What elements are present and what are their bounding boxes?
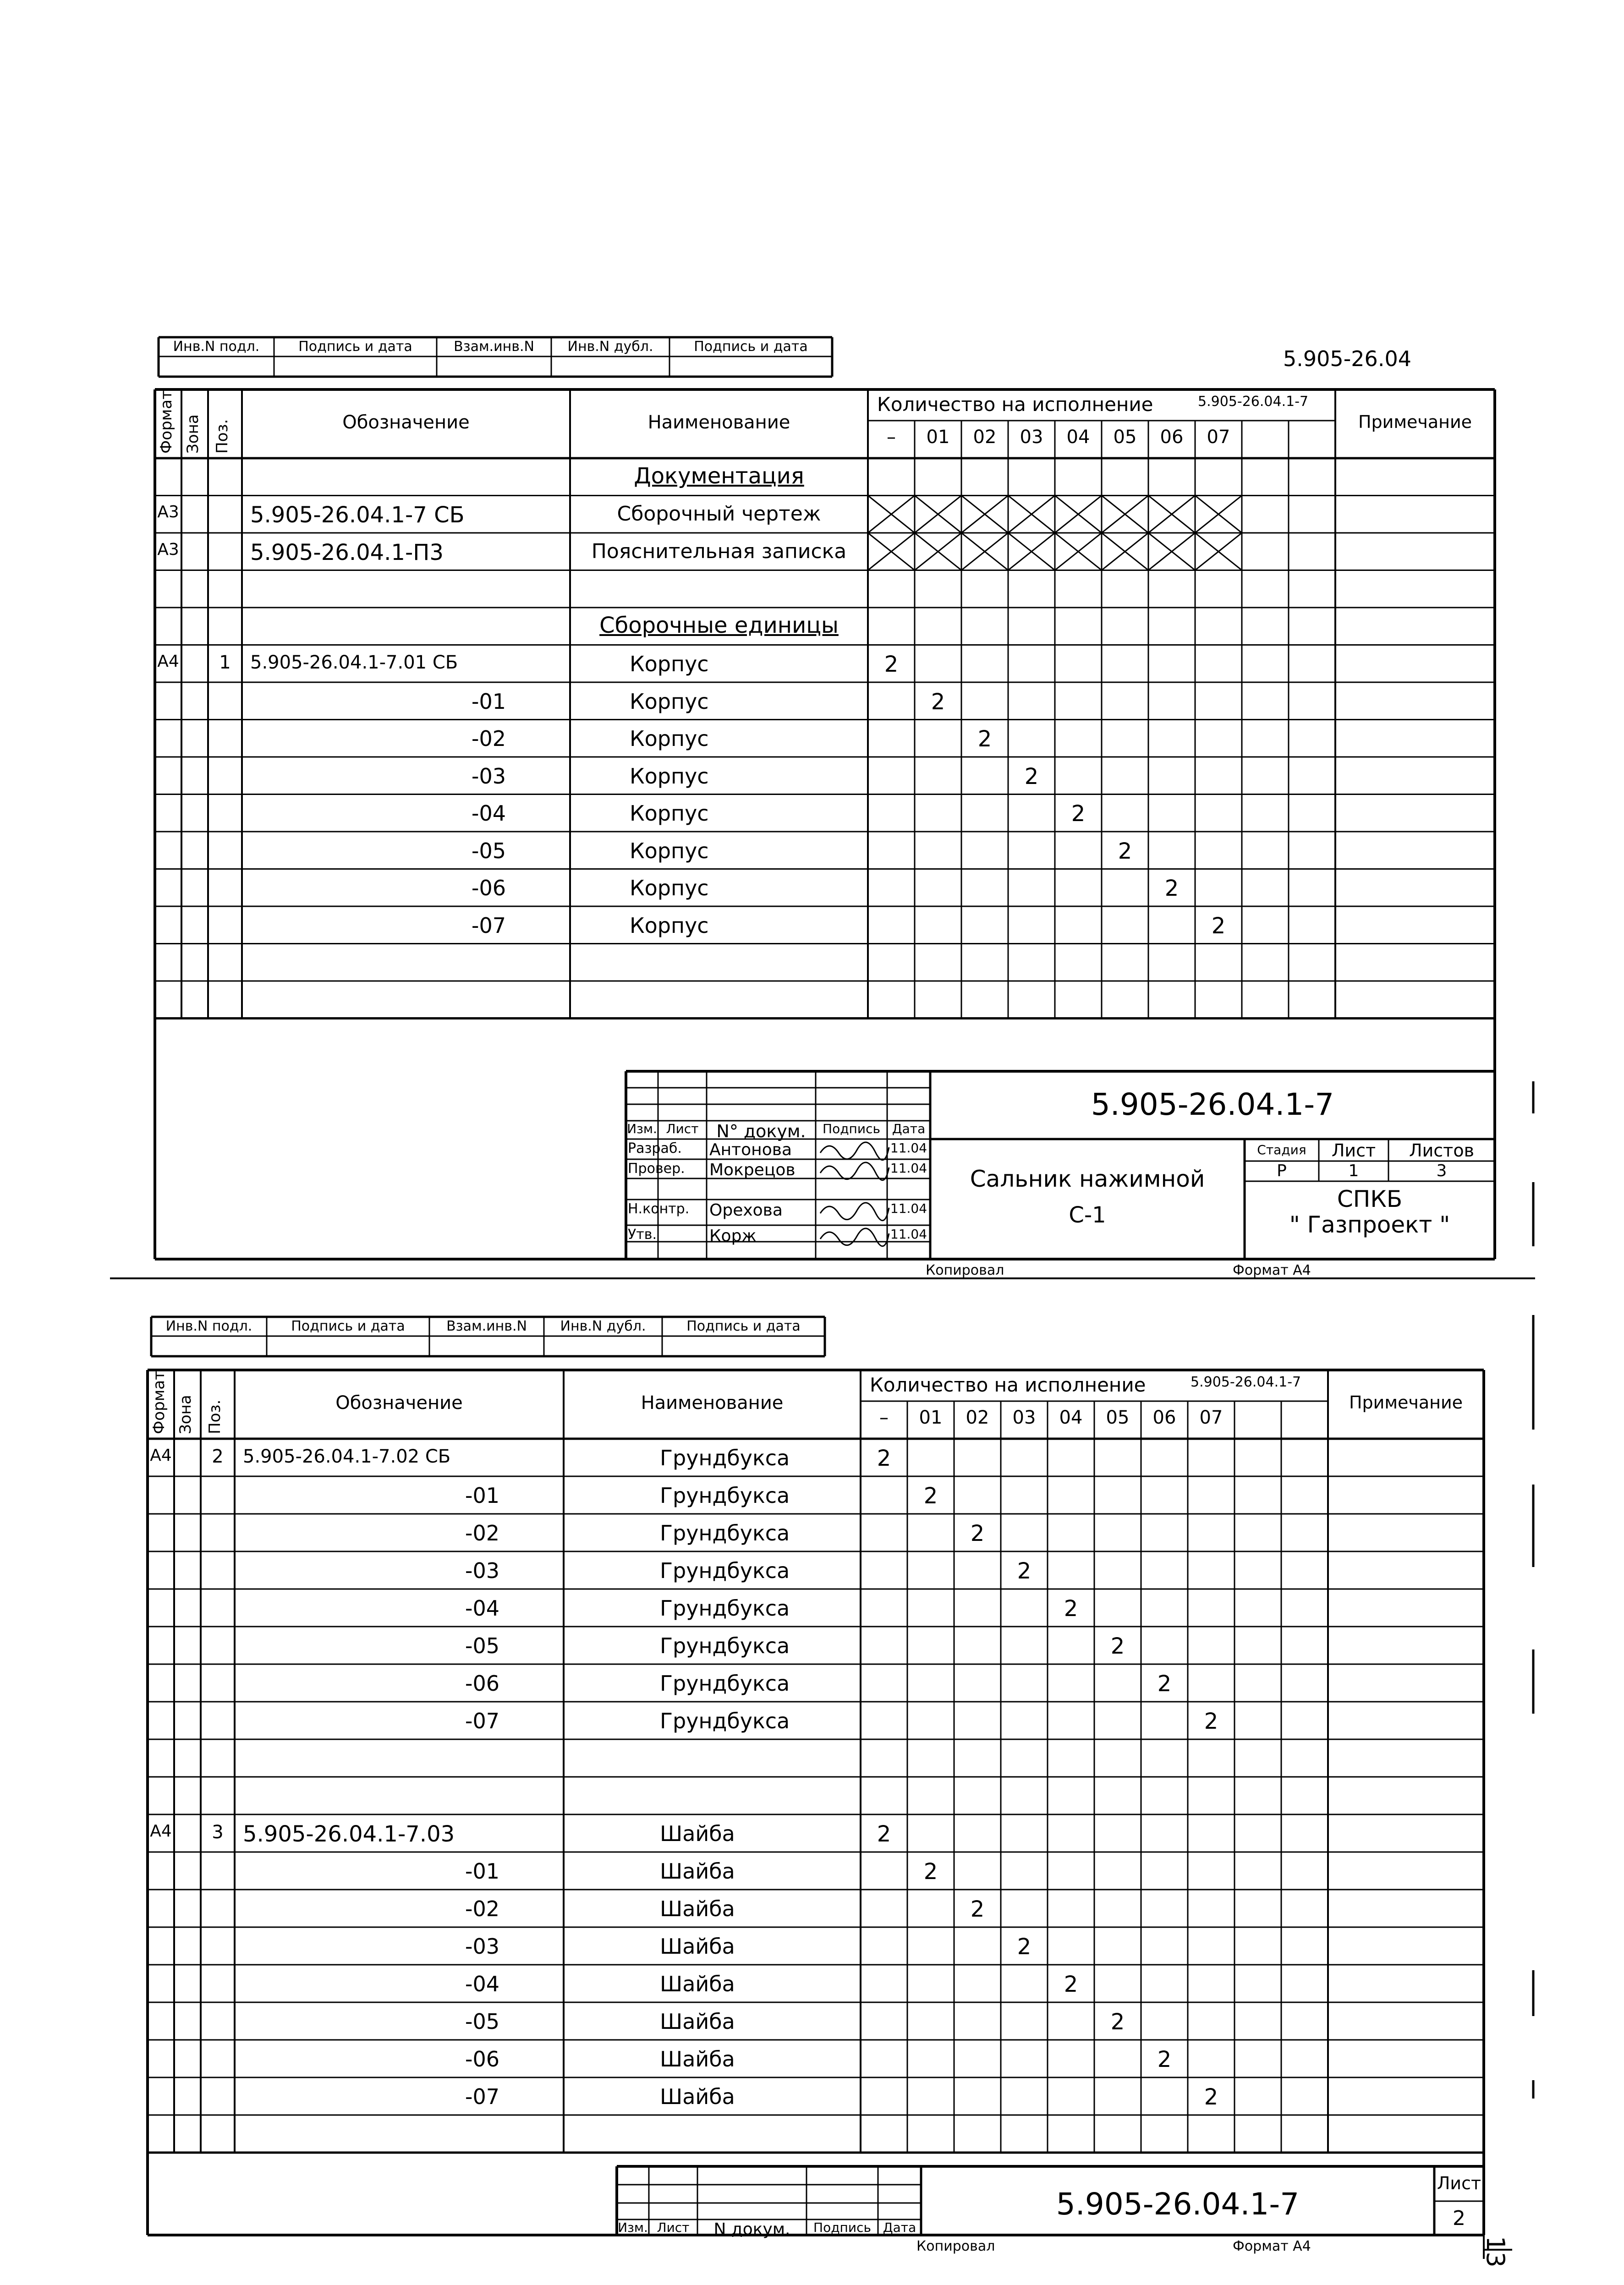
row-name: Корпус	[630, 652, 709, 677]
variant-header: –	[879, 1407, 889, 1428]
header-note: Примечание	[1358, 412, 1472, 432]
title-block-header: Лист	[666, 1121, 699, 1136]
title-block-header: N° докум.	[716, 1121, 806, 1141]
row-designation: -06	[465, 2047, 499, 2071]
row-designation: -02	[465, 1896, 499, 1921]
row-designation: -03	[471, 763, 506, 789]
title-block-header: Изм.	[618, 2220, 648, 2235]
qty-value: 2	[923, 1483, 938, 1509]
qty-value: 2	[1071, 801, 1086, 827]
row-designation: -04	[471, 801, 506, 826]
row-name: Грундбукса	[660, 1633, 790, 1658]
row-name: Корпус	[630, 876, 709, 901]
stamp-header: Инв.N подл.	[165, 1318, 252, 1334]
signer-name: Антонова	[709, 1140, 792, 1159]
stage-value: Р	[1277, 1162, 1287, 1180]
variant-header: 03	[1012, 1407, 1036, 1428]
row-designation: -01	[465, 1483, 499, 1508]
stamp-header: Подпись и дата	[694, 339, 808, 355]
variant-header: 02	[973, 427, 997, 448]
signer-name: Орехова	[709, 1201, 783, 1220]
format-label: Формат А4	[1233, 2238, 1311, 2254]
row-name: Шайба	[660, 2084, 735, 2109]
qty-value: 2	[1110, 1633, 1125, 1659]
title-block-header: Подпись	[823, 1121, 880, 1136]
header-zone: Зона	[184, 414, 202, 454]
row-designation: -02	[465, 1521, 499, 1545]
qty-value: 2	[970, 1896, 985, 1922]
document-title: Сальник нажимной	[970, 1166, 1205, 1192]
qty-value: 2	[1211, 913, 1226, 939]
row-name: Сборочный чертеж	[617, 502, 821, 526]
row-designation: -06	[465, 1671, 499, 1696]
row-designation: -05	[465, 2009, 499, 2034]
row-name: Шайба	[660, 1821, 735, 1846]
qty-value: 2	[977, 726, 992, 752]
row-name: Корпус	[630, 726, 709, 751]
row-format: А3	[157, 540, 179, 559]
row-designation: 5.905-26.04.1-7.01 СБ	[250, 652, 458, 674]
row-format: А4	[150, 1822, 172, 1841]
signature-mark	[820, 1142, 889, 1160]
signature-mark	[820, 1162, 889, 1180]
variant-header: 02	[966, 1407, 989, 1428]
row-name: Шайба	[660, 1934, 735, 1959]
title-block-header: Подпись	[813, 2220, 871, 2235]
variant-header: 01	[926, 427, 950, 448]
qty-value: 2	[970, 1521, 985, 1546]
row-name: Корпус	[630, 801, 709, 826]
title-block-header: Дата	[883, 2220, 916, 2235]
qty-value: 2	[1204, 1709, 1218, 1734]
qty-value: 2	[1064, 1972, 1078, 1997]
signer-role: Н.контр.	[628, 1201, 690, 1217]
document-subtitle: С-1	[1069, 1202, 1106, 1228]
row-designation: -07	[465, 2084, 499, 2109]
qty-value: 2	[1064, 1596, 1078, 1622]
row-name: Корпус	[630, 763, 709, 789]
organization-name: " Газпроект "	[1289, 1211, 1450, 1238]
stamp-header: Взам.инв.N	[454, 339, 534, 355]
row-name: Грундбукса	[660, 1483, 790, 1508]
document-code: 5.905-26.04.1-7	[1056, 2186, 1300, 2222]
row-designation: 5.905-26.04.1-7 СБ	[250, 502, 465, 528]
row-name: Корпус	[630, 913, 709, 938]
section-heading: Документация	[634, 463, 804, 489]
qty-value: 2	[1017, 1934, 1031, 1960]
variant-header: 06	[1152, 1407, 1176, 1428]
copied-label: Копировал	[916, 2238, 995, 2254]
row-designation: 5.905-26.04.1-П3	[250, 539, 444, 565]
sheets-count: 3	[1436, 1162, 1447, 1180]
row-name: Шайба	[660, 1972, 735, 1996]
row-name: Пояснительная записка	[591, 539, 847, 563]
sign-date: 11.04	[890, 1201, 927, 1216]
row-designation: -03	[465, 1934, 499, 1959]
header-note: Примечание	[1349, 1392, 1463, 1413]
header-qty-title: Количество на исполнение	[870, 1374, 1146, 1396]
header-name: Наименование	[647, 412, 790, 433]
qty-value: 2	[931, 689, 945, 715]
row-designation: -07	[465, 1709, 499, 1733]
row-designation: -07	[471, 913, 506, 938]
row-designation: -04	[465, 1972, 499, 1996]
row-designation: -03	[465, 1558, 499, 1583]
title-block-header: Изм.	[627, 1121, 657, 1136]
header-zone: Зона	[176, 1395, 195, 1434]
row-designation: -01	[465, 1859, 499, 1884]
copied-label: Копировал	[926, 1262, 1004, 1278]
qty-value: 2	[877, 1446, 891, 1471]
signer-name: Корж	[709, 1227, 757, 1245]
row-name: Шайба	[660, 2047, 735, 2071]
sign-date: 11.04	[890, 1227, 927, 1242]
stamp-header: Подпись и дата	[298, 339, 412, 355]
signer-name: Мокрецов	[709, 1161, 796, 1179]
header-format: Формат	[157, 390, 176, 454]
variant-header: 06	[1160, 427, 1184, 448]
row-designation: -01	[471, 689, 506, 714]
stamp-header: Инв.N дубл.	[560, 1318, 646, 1334]
header-designation: Обозначение	[335, 1392, 463, 1414]
header-qty-title: Количество на исполнение	[877, 393, 1153, 416]
side-page-number: 13	[1481, 2236, 1510, 2268]
sheet-number: 2	[1453, 2207, 1465, 2230]
organization-name: СПКБ	[1337, 1186, 1403, 1212]
variant-header: 04	[1059, 1407, 1083, 1428]
qty-value: 2	[1164, 876, 1179, 902]
row-name: Грундбукса	[660, 1521, 790, 1545]
stage-label: Стадия	[1257, 1142, 1306, 1157]
variant-header: 05	[1106, 1407, 1130, 1428]
row-name: Шайба	[660, 2009, 735, 2034]
row-name: Шайба	[660, 1896, 735, 1921]
sign-date: 11.04	[890, 1140, 927, 1156]
qty-value: 2	[877, 1821, 891, 1847]
header-qty-code: 5.905-26.04.1-7	[1198, 394, 1309, 410]
row-format: А4	[150, 1446, 172, 1465]
title-block-header: Дата	[892, 1121, 926, 1136]
row-designation: -02	[471, 726, 506, 751]
qty-value: 2	[923, 1859, 938, 1885]
signer-role: Утв.	[628, 1227, 657, 1243]
title-block-header: N докум.	[713, 2220, 790, 2239]
format-label: Формат А4	[1233, 1262, 1311, 1278]
stamp-header: Инв.N дубл.	[567, 339, 653, 355]
row-name: Грундбукса	[660, 1671, 790, 1696]
qty-value: 2	[1017, 1558, 1031, 1584]
variant-header: 03	[1020, 427, 1043, 448]
qty-value: 2	[884, 652, 899, 678]
qty-value: 2	[1157, 2047, 1172, 2072]
row-name: Шайба	[660, 1859, 735, 1884]
row-format: А4	[157, 652, 179, 671]
variant-header: 07	[1207, 427, 1230, 448]
variant-header: 01	[919, 1407, 943, 1428]
sheet-label: Лист	[1437, 2173, 1481, 2193]
signer-role: Провер.	[628, 1161, 685, 1177]
row-position: 3	[212, 1822, 224, 1843]
row-position: 2	[212, 1446, 224, 1467]
signature-mark	[820, 1203, 889, 1221]
row-format: А3	[157, 503, 179, 522]
row-name: Грундбукса	[660, 1558, 790, 1583]
qty-value: 2	[1110, 2009, 1125, 2035]
row-designation: -05	[465, 1633, 499, 1658]
variant-header: 04	[1066, 427, 1090, 448]
header-format: Формат	[150, 1371, 168, 1434]
row-name: Грундбукса	[660, 1596, 790, 1621]
stamp-header: Взам.инв.N	[446, 1318, 527, 1334]
header-name: Наименование	[641, 1392, 784, 1414]
qty-value: 2	[1024, 763, 1039, 789]
row-designation: 5.905-26.04.1-7.03	[243, 1821, 455, 1847]
document-code: 5.905-26.04.1-7	[1091, 1087, 1334, 1122]
section-heading: Сборочные единицы	[599, 612, 839, 638]
row-designation: -06	[471, 876, 506, 901]
row-name: Грундбукса	[660, 1446, 790, 1470]
row-designation: -04	[465, 1596, 499, 1621]
header-designation: Обозначение	[342, 412, 470, 433]
stamp-header: Подпись и дата	[686, 1318, 801, 1334]
header-pos: Поз.	[206, 1399, 224, 1434]
header-qty-code: 5.905-26.04.1-7	[1191, 1374, 1301, 1390]
sheet-number: 1	[1348, 1162, 1359, 1180]
row-designation: 5.905-26.04.1-7.02 СБ	[243, 1446, 451, 1467]
header-pos: Поз.	[213, 419, 231, 454]
sign-date: 11.04	[890, 1161, 927, 1176]
row-position: 1	[219, 652, 231, 674]
row-name: Корпус	[630, 838, 709, 863]
title-block-header: Лист	[657, 2220, 690, 2235]
signature-mark	[820, 1228, 889, 1246]
top-document-code: 5.905-26.04	[1283, 346, 1411, 371]
qty-value: 2	[1118, 838, 1132, 864]
qty-value: 2	[1157, 1671, 1172, 1697]
stamp-header: Подпись и дата	[291, 1318, 405, 1334]
qty-value: 2	[1204, 2084, 1218, 2110]
stamp-header: Инв.N подл.	[173, 339, 260, 355]
row-name: Грундбукса	[660, 1709, 790, 1733]
row-name: Корпус	[630, 689, 709, 714]
variant-header: –	[887, 427, 896, 448]
signer-role: Разраб.	[628, 1140, 682, 1156]
row-designation: -05	[471, 838, 506, 863]
sheet-label: Лист	[1331, 1140, 1376, 1161]
variant-header: 07	[1199, 1407, 1223, 1428]
variant-header: 05	[1113, 427, 1137, 448]
sheets-label: Листов	[1409, 1140, 1474, 1161]
